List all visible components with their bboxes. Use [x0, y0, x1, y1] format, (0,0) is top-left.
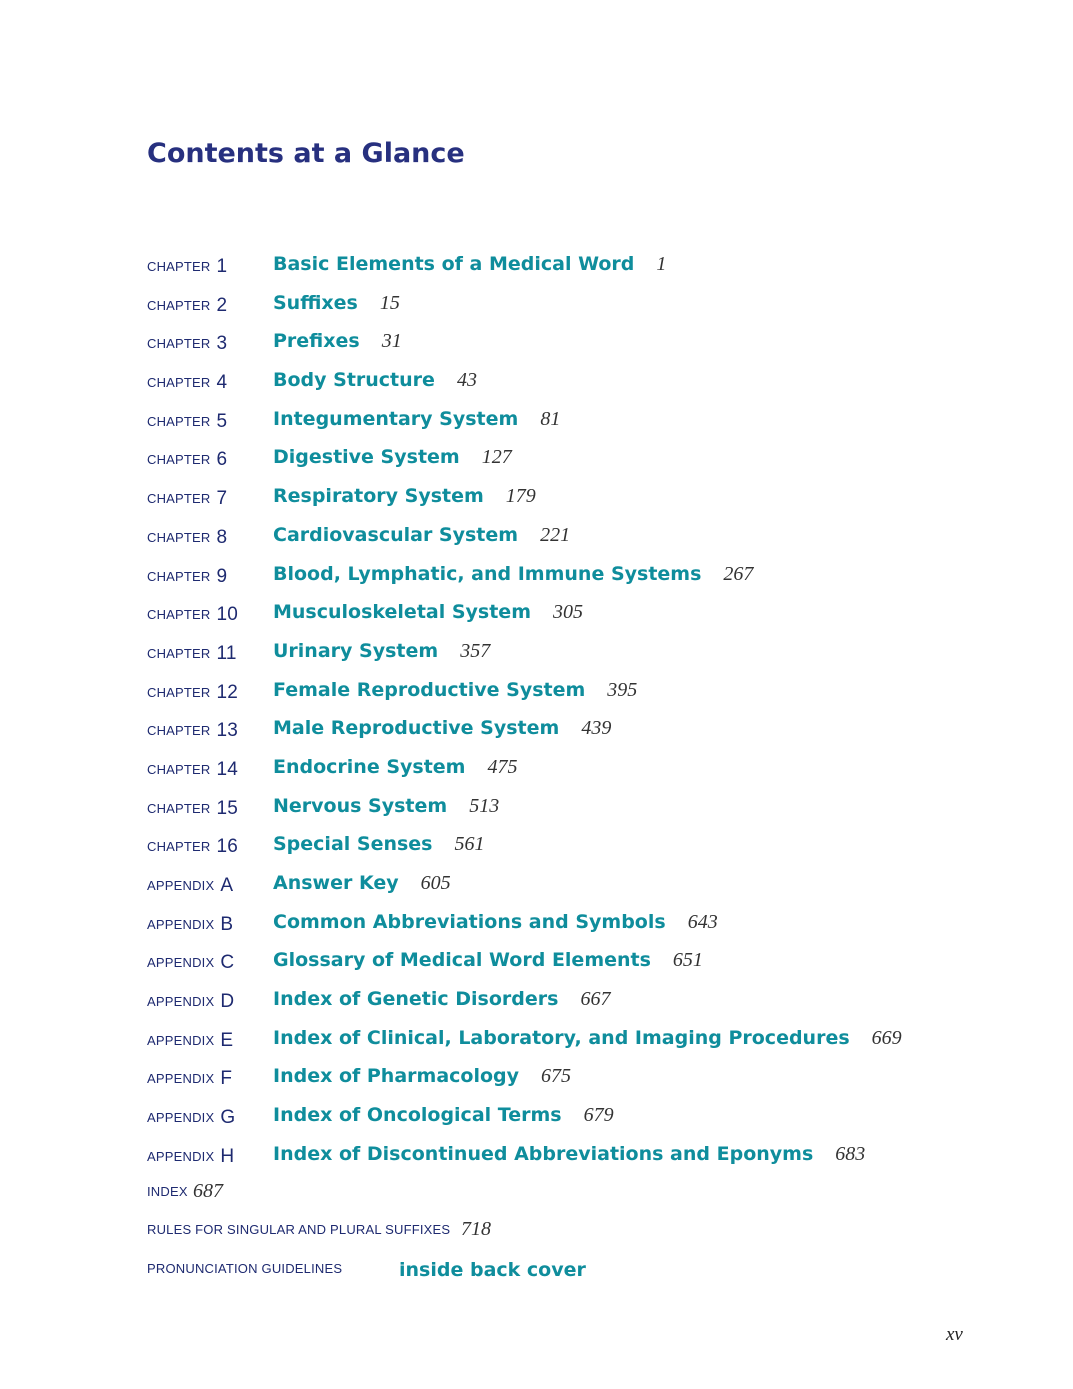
- toc-row[interactable]: [147, 1060, 1027, 1099]
- entry-title[interactable]: Blood, Lymphatic, and Immune Systems: [273, 562, 702, 585]
- entry-label-word: CHAPTER: [147, 839, 211, 855]
- entry-label-word: CHAPTER: [147, 452, 211, 468]
- entry-body: [273, 330, 402, 353]
- entry-body: [273, 563, 753, 586]
- entry-title[interactable]: Special Senses: [273, 833, 433, 856]
- entry-body: [273, 1104, 614, 1127]
- entry-label-word: CHAPTER: [147, 413, 211, 429]
- entry-body: [273, 1143, 865, 1166]
- entry-label: [147, 642, 237, 664]
- toc-row[interactable]: [147, 1138, 1027, 1177]
- toc-row-rules[interactable]: [147, 1215, 1027, 1254]
- entry-page: 439: [581, 717, 612, 740]
- entry-title[interactable]: Index of Pharmacology: [273, 1065, 520, 1088]
- entry-page: 643: [687, 910, 718, 933]
- entry-title[interactable]: Cardiovascular System: [273, 523, 519, 546]
- entry-page: 718: [461, 1218, 491, 1241]
- entry-number: C: [220, 952, 235, 974]
- entry-page: 679: [583, 1104, 614, 1127]
- entry-page: 31: [381, 330, 402, 353]
- entry-body: [273, 446, 512, 469]
- entry-label: [147, 1145, 234, 1167]
- toc-row[interactable]: [147, 287, 1027, 326]
- toc-row[interactable]: [147, 325, 1027, 364]
- entry-title[interactable]: Answer Key: [273, 872, 399, 894]
- entry-label-word: CHAPTER: [147, 761, 211, 777]
- entry-label-word: APPENDIX: [147, 916, 215, 932]
- entry-title[interactable]: Nervous System: [273, 794, 448, 817]
- entry-title[interactable]: Glossary of Medical Word Elements: [273, 949, 651, 972]
- entry-label: [147, 1067, 232, 1089]
- entry-page: 15: [379, 291, 400, 314]
- entry-page: 475: [487, 755, 518, 778]
- entry-label-word: APPENDIX: [147, 955, 215, 971]
- toc-row[interactable]: [147, 596, 1027, 635]
- entry-page: 267: [723, 562, 754, 585]
- toc-row[interactable]: [147, 867, 1027, 906]
- entry-number: 3: [216, 333, 228, 355]
- entry-title[interactable]: Urinary System: [273, 639, 439, 662]
- entry-page: 651: [672, 949, 703, 972]
- entry-page: 305: [553, 601, 583, 624]
- entry-page: 675: [541, 1065, 572, 1088]
- entry-label: RULES FOR SINGULAR AND PLURAL SUFFIXES: [147, 1222, 451, 1238]
- entry-label: [147, 371, 227, 393]
- entry-label: [147, 526, 227, 548]
- entry-number: A: [220, 875, 234, 896]
- entry-page: 395: [607, 678, 638, 701]
- entry-title[interactable]: Prefixes: [273, 330, 360, 353]
- entry-body: [273, 949, 703, 972]
- entry-body: [273, 292, 400, 315]
- entry-label: [147, 410, 227, 432]
- entry-label-word: CHAPTER: [147, 645, 211, 661]
- entry-body: [273, 253, 666, 276]
- entry-label: [147, 255, 227, 277]
- entry-page: 667: [580, 988, 611, 1011]
- entry-body: [273, 640, 490, 663]
- entry-page: 81: [540, 407, 561, 430]
- entry-label: [147, 835, 238, 857]
- entry-title[interactable]: inside back cover: [399, 1258, 586, 1281]
- entry-title[interactable]: Musculoskeletal System: [273, 601, 531, 624]
- entry-label-word: APPENDIX: [147, 1032, 215, 1048]
- entry-title[interactable]: Basic Elements of a Medical Word: [273, 253, 635, 275]
- toc-row[interactable]: [147, 1022, 1027, 1061]
- entry-number: 10: [216, 604, 239, 626]
- entry-label-word: CHAPTER: [147, 259, 211, 274]
- toc-row[interactable]: [147, 1099, 1027, 1138]
- entry-number: E: [220, 1029, 234, 1051]
- entry-body: [273, 717, 611, 740]
- entry-label-word: APPENDIX: [147, 1148, 215, 1164]
- entry-title[interactable]: Index of Clinical, Laboratory, and Imaging Procedures: [273, 1026, 850, 1049]
- entry-label: [147, 487, 227, 509]
- page-title: Contents at a Glance: [147, 138, 465, 169]
- toc-row[interactable]: [147, 751, 1027, 790]
- toc-row[interactable]: [147, 944, 1027, 983]
- entry-label-word: CHAPTER: [147, 336, 211, 352]
- entry-page: 179: [505, 485, 536, 508]
- toc-row[interactable]: [147, 790, 1027, 829]
- entry-body: [273, 988, 610, 1011]
- entry-label: [147, 294, 227, 316]
- entry-label: [147, 874, 233, 896]
- entry-label: [147, 332, 227, 354]
- entry-body: [273, 524, 570, 547]
- entry-label-word: CHAPTER: [147, 297, 211, 313]
- entry-title[interactable]: Index of Genetic Disorders: [273, 988, 559, 1011]
- entry-body: [273, 679, 637, 702]
- entry-page: 221: [540, 523, 571, 546]
- entry-title[interactable]: Index of Oncological Terms: [273, 1104, 562, 1127]
- entry-label: INDEX: [147, 1183, 188, 1199]
- entry-label: [147, 565, 227, 587]
- toc-row[interactable]: [147, 364, 1027, 403]
- entry-label-word: CHAPTER: [147, 568, 211, 584]
- entry-body: [273, 408, 560, 431]
- entry-label-word: APPENDIX: [147, 1071, 215, 1087]
- toc-row[interactable]: [147, 712, 1027, 751]
- entry-page: 683: [835, 1142, 866, 1165]
- entry-label: [147, 681, 238, 703]
- toc-row[interactable]: [147, 480, 1027, 519]
- entry-body: [273, 1027, 902, 1050]
- entry-body: [273, 485, 536, 508]
- entry-label-word: CHAPTER: [147, 800, 211, 816]
- entry-label-word: CHAPTER: [147, 723, 211, 739]
- entry-number: 13: [216, 720, 239, 742]
- entry-title[interactable]: Digestive System: [273, 446, 460, 469]
- entry-number: D: [220, 991, 235, 1013]
- entry-label: [147, 719, 238, 741]
- entry-label: PRONUNCIATION GUIDELINES: [147, 1260, 343, 1276]
- entry-label: [147, 603, 238, 625]
- entry-number: 4: [216, 372, 228, 394]
- entry-page: 513: [469, 794, 500, 817]
- entry-title[interactable]: Endocrine System: [273, 755, 466, 778]
- entry-title[interactable]: Respiratory System: [273, 485, 484, 508]
- entry-page: 357: [460, 639, 491, 662]
- entry-body: [273, 795, 499, 818]
- entry-page: 605: [420, 872, 451, 894]
- entry-label-word: CHAPTER: [147, 491, 211, 507]
- entry-label-word: CHAPTER: [147, 684, 211, 700]
- entry-page: 687: [193, 1179, 223, 1202]
- entry-page: 561: [454, 833, 485, 856]
- entry-title[interactable]: Suffixes: [273, 291, 358, 314]
- toc-row[interactable]: [147, 519, 1027, 558]
- entry-page: 1: [656, 253, 667, 275]
- entry-body: [273, 601, 583, 624]
- entry-title[interactable]: Common Abbreviations and Symbols: [273, 910, 666, 933]
- entry-body: [273, 872, 451, 895]
- toc-row[interactable]: [147, 441, 1027, 480]
- toc-list: [147, 248, 1027, 1293]
- entry-label-word: CHAPTER: [147, 607, 211, 623]
- entry-label: [147, 1029, 233, 1051]
- entry-number: B: [220, 913, 234, 935]
- entry-label: [147, 758, 238, 780]
- entry-title[interactable]: Body Structure: [273, 369, 435, 392]
- entry-title[interactable]: Integumentary System: [273, 407, 519, 430]
- entry-title[interactable]: Male Reproductive System: [273, 717, 560, 740]
- entry-number: 11: [216, 642, 237, 664]
- entry-number: 6: [216, 449, 228, 471]
- entry-number: 2: [216, 294, 228, 316]
- entry-number: F: [220, 1068, 233, 1090]
- entry-number: 1: [216, 256, 228, 277]
- toc-row[interactable]: [147, 674, 1027, 713]
- entry-number: 15: [216, 797, 239, 819]
- toc-row[interactable]: [147, 558, 1027, 597]
- toc-entries: [147, 248, 1027, 1177]
- toc-row[interactable]: [147, 635, 1027, 674]
- entry-label: [147, 797, 238, 819]
- entry-body: [273, 911, 718, 934]
- entry-label-word: APPENDIX: [147, 994, 215, 1010]
- entry-page: 43: [456, 369, 477, 392]
- toc-row[interactable]: [147, 828, 1027, 867]
- entry-page: 127: [481, 446, 512, 469]
- entry-label: [147, 951, 234, 973]
- entry-label: [147, 990, 234, 1012]
- entry-label-word: APPENDIX: [147, 878, 215, 893]
- entry-page: 669: [871, 1026, 902, 1049]
- entry-body: [273, 756, 517, 779]
- entry-body: [273, 1065, 571, 1088]
- entry-body: [273, 369, 477, 392]
- entry-title[interactable]: Female Reproductive System: [273, 678, 586, 701]
- entry-number: 9: [216, 565, 228, 587]
- entry-number: 5: [216, 410, 228, 432]
- entry-label-word: APPENDIX: [147, 1110, 215, 1126]
- toc-row-pronunciation[interactable]: [147, 1254, 1027, 1293]
- entry-label: [147, 448, 227, 470]
- entry-body: [273, 833, 485, 856]
- page-number: xv: [946, 1324, 963, 1345]
- toc-row[interactable]: [147, 983, 1027, 1022]
- entry-number: G: [220, 1107, 236, 1129]
- entry-number: H: [220, 1145, 235, 1167]
- entry-number: 12: [216, 681, 239, 703]
- entry-label-word: CHAPTER: [147, 375, 211, 391]
- entry-label: [147, 1106, 235, 1128]
- entry-number: 7: [216, 488, 228, 510]
- toc-row-index[interactable]: [147, 1177, 1027, 1216]
- toc-row[interactable]: [147, 403, 1027, 442]
- entry-number: 8: [216, 526, 228, 548]
- entry-label-word: CHAPTER: [147, 529, 211, 545]
- entry-body: [399, 1259, 586, 1281]
- entry-number: 14: [216, 758, 239, 780]
- entry-title[interactable]: Index of Discontinued Abbreviations and Eponyms: [273, 1142, 814, 1165]
- toc-row[interactable]: [147, 906, 1027, 945]
- toc-row[interactable]: [147, 248, 1027, 287]
- entry-number: 16: [216, 836, 239, 858]
- entry-label: [147, 913, 233, 935]
